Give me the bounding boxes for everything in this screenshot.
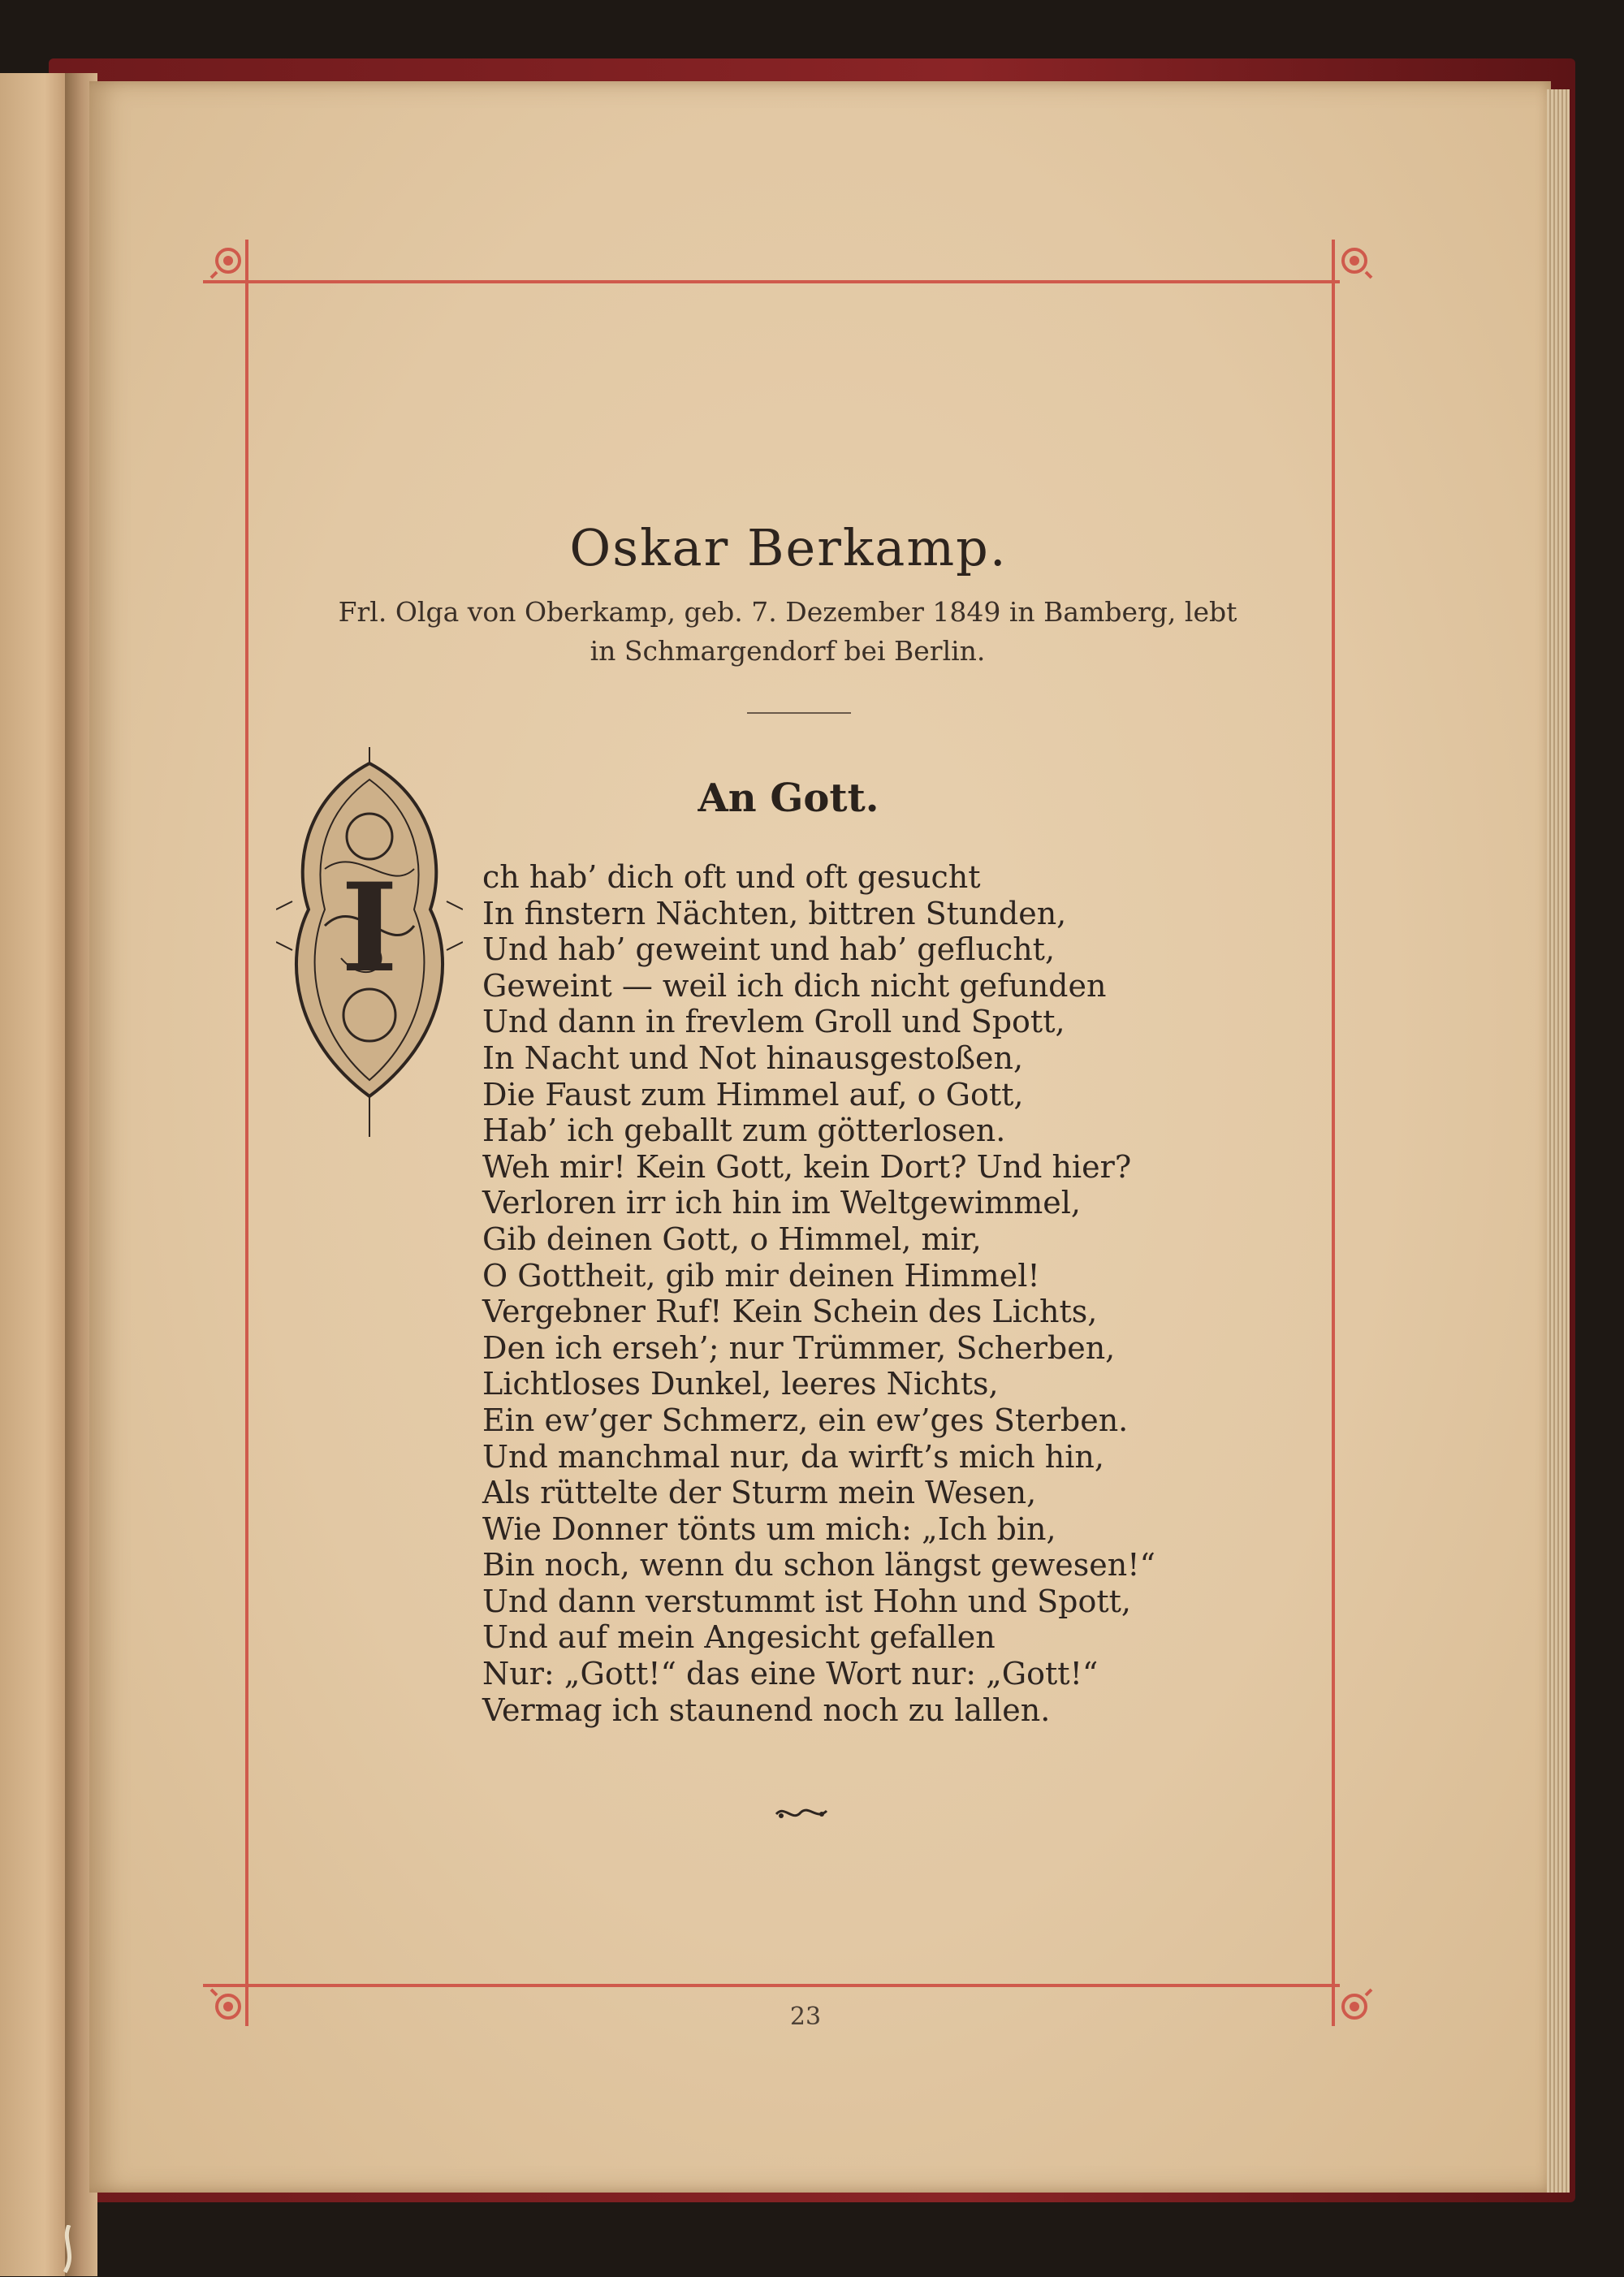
poem-line: Vermag ich staunend noch zu lallen.	[482, 1692, 1051, 1728]
section-divider	[747, 712, 851, 714]
author-bio	[325, 593, 1250, 671]
author-bio-line: in Schmargendorf bei Berlin.	[590, 635, 986, 667]
poem-body	[482, 859, 1294, 1728]
poem-line: Und manchmal nur, da wirft’s mich hin,	[482, 1438, 1104, 1475]
poem-line: Die Faust zum Himmel auf, o Gott,	[482, 1076, 1024, 1113]
poem-line: Weh mir! Kein Gott, kein Dort? Und hier?	[482, 1148, 1132, 1185]
poem-line: Nur: „Gott!“ das eine Wort nur: „Gott!“	[482, 1656, 1099, 1692]
poem-line: Gib deinen Gott, o Himmel, mir,	[482, 1221, 982, 1257]
poem-line: Wie Donner tönts um mich: „Ich bin,	[482, 1510, 1056, 1547]
poem-line: Verloren irr ich hin im Weltgewimmel,	[482, 1185, 1081, 1221]
frame-top-line	[203, 280, 1340, 283]
rose-ornament-icon	[1336, 1988, 1373, 2025]
poem-line: Den ich erseh’; nur Trümmer, Scherben,	[482, 1329, 1116, 1366]
author-bio-line: Frl. Olga von Oberkamp, geb. 7. Dezember 1849 in Bamberg, lebt	[338, 596, 1237, 628]
rose-ornament-icon	[209, 242, 247, 279]
poem-line: Lichtloses Dunkel, leeres Nichts,	[482, 1366, 999, 1402]
vignette-ornament-icon	[773, 1801, 830, 1825]
poem-line: Ein ew’ger Schmerz, ein ew’ges Sterben.	[482, 1402, 1129, 1438]
poem-line: Bin noch, wenn du schon längst gewesen!“	[482, 1547, 1155, 1584]
poem-line: Und hab’ geweint und hab’ geflucht,	[482, 931, 1056, 968]
poem-line: In finstern Nächten, bittren Stunden,	[482, 895, 1067, 931]
drop-cap-letter: I	[340, 857, 399, 1000]
poem-line: Vergebner Ruf! Kein Schein des Lichts,	[482, 1294, 1098, 1330]
rose-ornament-icon	[209, 1988, 247, 2025]
author-heading: Oskar Berkamp.	[569, 518, 1008, 577]
page-number: 23	[789, 2003, 822, 2031]
poem-line: Und dann verstummt ist Hohn und Spott,	[482, 1583, 1131, 1619]
frame-left-line	[245, 240, 248, 2026]
frame-right-line	[1332, 240, 1335, 2026]
poem-line: Geweint — weil ich dich nicht gefunden	[482, 967, 1107, 1004]
left-page-edge	[0, 73, 75, 2276]
page-edges	[1547, 89, 1570, 2193]
frame-bottom-line	[203, 1984, 1340, 1987]
poem-title: An Gott.	[698, 776, 879, 821]
rose-ornament-icon	[1336, 242, 1373, 279]
poem-line: Als rüttelte der Sturm mein Wesen,	[482, 1475, 1037, 1511]
poem-line: Und auf mein Angesicht gefallen	[482, 1619, 996, 1656]
poem-line: O Gottheit, gib mir deinen Himmel!	[482, 1257, 1040, 1294]
poem-line: ch hab’ dich oft und oft gesucht	[482, 859, 981, 895]
initial-ornament-icon	[276, 747, 463, 1153]
binding-thread	[58, 2225, 80, 2274]
poem-line: In Nacht und Not hinausgestoßen,	[482, 1039, 1024, 1076]
poem-line: Hab’ ich geballt zum götterlosen.	[482, 1113, 1006, 1149]
poem-line: Und dann in frevlem Groll und Spott,	[482, 1004, 1065, 1040]
